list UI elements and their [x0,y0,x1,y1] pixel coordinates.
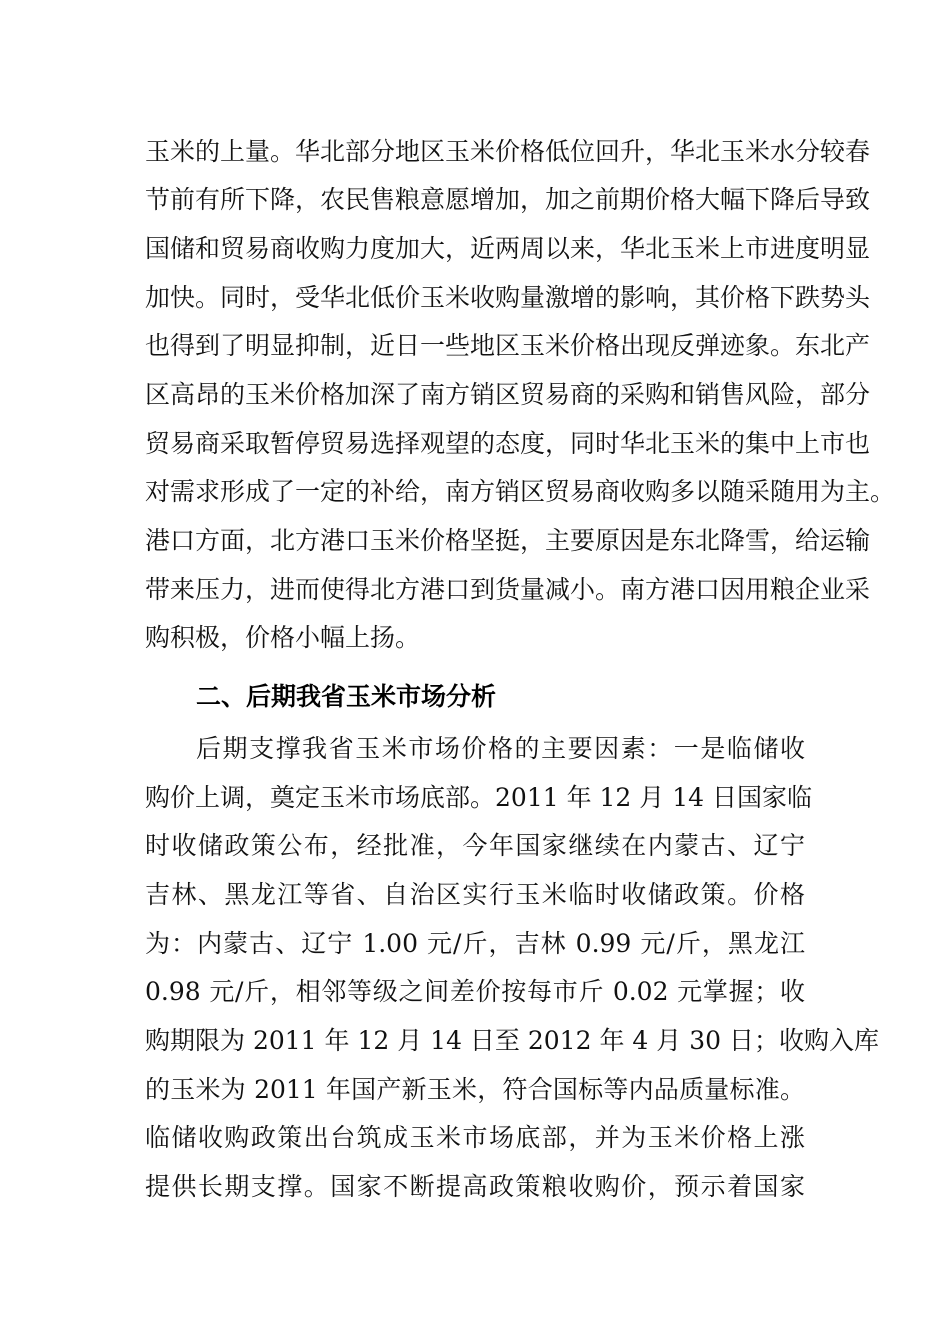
body-text-line: 带来压力，进而使得北方港口到货量减小。南方港口因用粮企业采 [145,575,871,604]
body-text-line: 吉林、黑龙江等省、自治区实行玉米临时收储政策。价格 [145,880,805,909]
body-text-line: 也得到了明显抑制，近日一些地区玉米价格出现反弹迹象。东北产 [145,331,871,360]
body-text-line: 区高昂的玉米价格加深了南方销区贸易商的采购和销售风险，部分 [145,380,871,409]
section-heading: 二、后期我省玉米市场分析 [196,682,497,711]
body-text-line: 临储收购政策出台筑成玉米市场底部，并为玉米价格上涨 [145,1123,805,1152]
body-text-line: 对需求形成了一定的补给，南方销区贸易商收购多以随采随用为主。 [145,477,896,506]
body-text-line: 购价上调，奠定玉米市场底部。2011 年 12 月 14 日国家临 [145,783,812,812]
body-text-line: 为：内蒙古、辽宁 1.00 元/斤，吉林 0.99 元/斤，黑龙江 [145,929,805,958]
body-text-line: 国储和贸易商收购力度加大，近两周以来，华北玉米上市进度明显 [145,234,871,263]
body-text-line: 购期限为 2011 年 12 月 14 日至 2012 年 4 月 30 日；收购入库 [145,1026,879,1055]
body-text-line: 购积极，价格小幅上扬。 [145,623,421,652]
body-text-line: 的玉米为 2011 年国产新玉米，符合国标等内品质量标准。 [145,1075,805,1104]
body-text-line: 节前有所下降，农民售粮意愿增加，加之前期价格大幅下降后导致 [145,185,871,214]
body-text-line: 加快。同时，受华北低价玉米收购量激增的影响，其价格下跌势头 [145,283,871,312]
body-text-line: 0.98 元/斤，相邻等级之间差价按每市斤 0.02 元掌握；收 [145,977,805,1006]
body-text-line: 贸易商采取暂停贸易选择观望的态度，同时华北玉米的集中上市也 [145,429,871,458]
body-text-line: 提供长期支撑。国家不断提高政策粮收购价，预示着国家 [145,1172,805,1201]
body-text-line: 玉米的上量。华北部分地区玉米价格低位回升，华北玉米水分较春 [145,137,871,166]
body-text-line: 后期支撑我省玉米市场价格的主要因素：一是临储收 [196,734,805,763]
body-text-line: 港口方面，北方港口玉米价格坚挺，主要原因是东北降雪，给运输 [145,526,871,555]
body-text-line: 时收储政策公布，经批准，今年国家继续在内蒙古、辽宁 [145,831,805,860]
